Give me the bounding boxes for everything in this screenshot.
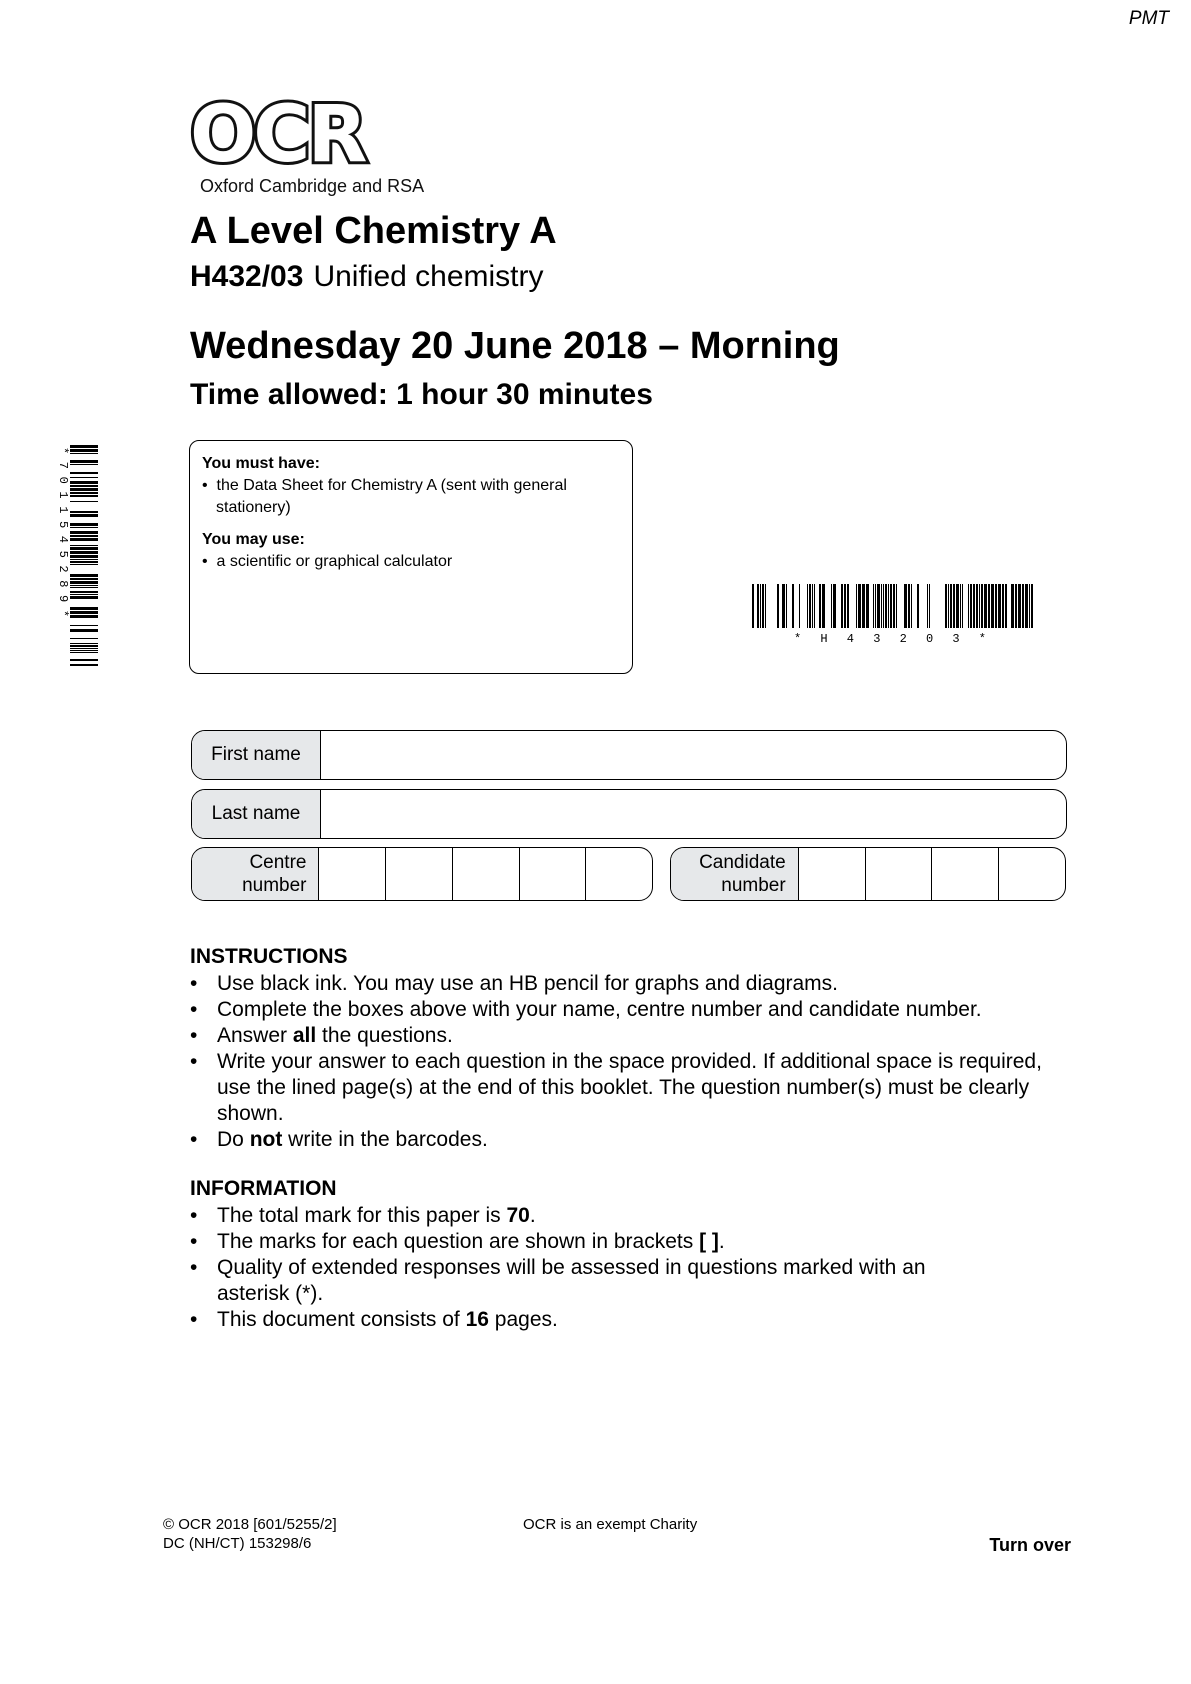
barcode-bar xyxy=(911,584,912,628)
barcode-bar xyxy=(956,584,959,628)
information-text: The total mark for this paper is xyxy=(217,1204,507,1227)
barcode-bar xyxy=(70,611,98,614)
exam-title: A Level Chemistry A xyxy=(190,210,557,252)
barcode-bar xyxy=(70,477,98,478)
instruction-text: Do xyxy=(217,1128,250,1151)
barcode-bar xyxy=(70,648,98,649)
barcode-bar xyxy=(70,591,98,593)
barcode-bar xyxy=(70,559,98,560)
candidate-number-row xyxy=(670,847,1066,901)
barcode-bar xyxy=(70,561,98,563)
barcode-bar xyxy=(1022,584,1024,628)
barcode-bar xyxy=(819,584,821,628)
barcode-bar xyxy=(70,464,98,465)
barcode-bar xyxy=(1005,584,1007,628)
ocr-logo-subtitle: Oxford Cambridge and RSA xyxy=(200,176,425,196)
barcode-bar xyxy=(866,584,869,628)
first-name-field[interactable] xyxy=(321,731,1066,779)
information-emphasis: 70 xyxy=(506,1204,530,1227)
centre-number-digit[interactable] xyxy=(453,848,520,900)
barcode-bar xyxy=(948,584,949,628)
information-text: The marks for each question are shown in brackets xyxy=(217,1230,700,1253)
barcode-bar xyxy=(799,584,800,628)
barcode-bar xyxy=(70,511,98,513)
barcode-bar xyxy=(981,584,983,628)
vertical-barcode xyxy=(52,445,98,667)
barcode-bar xyxy=(765,584,766,628)
barcode-bar xyxy=(70,527,98,528)
candidate-number-digit[interactable] xyxy=(866,848,933,900)
barcode-bar xyxy=(70,643,98,644)
centre-number-digit[interactable] xyxy=(386,848,453,900)
information-item xyxy=(190,1229,960,1255)
instruction-item: • Write your answer to each question in the space provided. If additional space is required, use the lined page(s) at the end of this booklet. The question number(s) must be clearly shown. xyxy=(190,1049,1070,1127)
barcode-bar xyxy=(70,472,98,474)
barcode-bar xyxy=(883,584,884,628)
must-have-heading: You must have: xyxy=(202,455,320,472)
barcode-bar xyxy=(950,584,952,628)
barcode-bar xyxy=(752,584,754,628)
ocr-wordmark: OCR xyxy=(190,90,365,180)
barcode-bar xyxy=(70,581,98,584)
barcode-bar xyxy=(70,594,98,595)
candidate-number-label xyxy=(671,848,799,900)
barcode-bar xyxy=(70,555,98,558)
barcode-bar xyxy=(70,488,98,491)
barcode-bar xyxy=(1015,584,1017,628)
information-list xyxy=(190,1203,960,1333)
barcode-bar xyxy=(70,615,98,618)
barcode-bar xyxy=(877,584,880,628)
candidate-label-line2: number xyxy=(721,875,786,896)
information-heading: INFORMATION xyxy=(190,1177,337,1200)
barcode-bar xyxy=(927,584,928,628)
barcode-bar xyxy=(1002,584,1004,628)
barcode-bar xyxy=(862,584,865,628)
barcode-bar xyxy=(875,584,876,628)
last-name-field[interactable] xyxy=(321,790,1066,838)
must-have-item: • the Data Sheet for Chemistry A (sent with general stationery) xyxy=(202,477,567,516)
centre-number-digit[interactable] xyxy=(586,848,652,900)
barcode-bar xyxy=(70,625,98,626)
barcode-bar xyxy=(760,584,761,628)
information-item xyxy=(190,1203,960,1229)
barcode-bar xyxy=(757,584,759,628)
barcode-bar xyxy=(70,545,98,546)
equipment-box xyxy=(189,440,633,674)
copyright-text: © OCR 2018 [601/5255/2] xyxy=(163,1516,337,1533)
barcode-bar xyxy=(984,584,987,628)
instruction-emphasis: all xyxy=(292,1024,317,1047)
barcode-bar xyxy=(70,449,98,452)
barcode-bar xyxy=(70,652,98,653)
barcode-bar xyxy=(782,584,785,628)
barcode-bar xyxy=(70,574,98,577)
barcode-bar xyxy=(979,584,980,628)
information-text: This document consists of xyxy=(217,1308,466,1331)
barcode-bar xyxy=(945,584,947,628)
barcode-bar xyxy=(70,596,98,599)
barcode-bar xyxy=(777,584,779,628)
first-name-row xyxy=(191,730,1067,780)
barcode-bar xyxy=(917,584,919,628)
instructions-heading: INSTRUCTIONS xyxy=(190,945,348,968)
barcode-bar xyxy=(822,584,825,628)
barcode-bar xyxy=(896,584,897,628)
barcode-bar xyxy=(70,638,98,639)
barcode-bar xyxy=(70,551,98,554)
candidate-number-digit[interactable] xyxy=(932,848,999,900)
barcode-bar xyxy=(792,584,794,628)
instruction-emphasis: not xyxy=(249,1128,283,1151)
centre-number-digit[interactable] xyxy=(520,848,587,900)
first-name-label: First name xyxy=(192,731,321,779)
barcode-bar xyxy=(973,584,975,628)
barcode-bar xyxy=(968,584,969,628)
instruction-item: • Use black ink. You may use an HB pencil for graphs and diagrams. xyxy=(190,971,1070,997)
barcode-bar xyxy=(70,547,98,550)
barcode-bar xyxy=(70,538,98,541)
centre-label-line2: number xyxy=(242,875,307,896)
barcode-bar xyxy=(807,584,808,628)
barcode-bar xyxy=(833,584,836,628)
barcode-bar xyxy=(885,584,887,628)
barcode-bar xyxy=(995,584,997,628)
barcode-bar xyxy=(953,584,955,628)
barcode-bar xyxy=(888,584,889,628)
barcode-bar xyxy=(1029,584,1030,628)
barcode-bar xyxy=(988,584,990,628)
barcode-bar xyxy=(70,460,98,463)
barcode-bar xyxy=(1031,584,1033,628)
barcode-bar xyxy=(70,564,98,565)
instruction-text: write in the barcodes. xyxy=(282,1128,488,1151)
barcode-bar xyxy=(762,584,764,628)
last-name-label: Last name xyxy=(192,790,321,838)
information-emphasis: [ ] xyxy=(699,1230,719,1253)
horizontal-barcode xyxy=(752,584,1034,644)
barcode-bar xyxy=(991,584,994,628)
barcode-bar xyxy=(70,514,98,517)
candidate-label-line1: Candidate xyxy=(699,852,786,873)
barcode-bar xyxy=(70,453,98,454)
barcode-bar xyxy=(70,629,98,632)
barcode-bar xyxy=(841,584,843,628)
barcode-bar xyxy=(890,584,892,628)
barcode-bar xyxy=(976,584,978,628)
barcode-bar xyxy=(858,584,861,628)
barcode-bar xyxy=(70,523,98,526)
barcode-bar xyxy=(70,607,98,610)
paper-code: H432/03 xyxy=(190,260,304,293)
information-item xyxy=(190,1307,960,1333)
footer-left xyxy=(163,1515,337,1553)
barcode-bar xyxy=(70,481,98,484)
barcode-bar xyxy=(70,659,98,661)
information-text: . xyxy=(529,1204,536,1227)
pmt-watermark: PMT xyxy=(1128,8,1169,29)
exam-date: Wednesday 20 June 2018 – Morning xyxy=(190,325,840,367)
barcode-bar xyxy=(1011,584,1014,628)
time-allowed: Time allowed: 1 hour 30 minutes xyxy=(190,378,653,411)
centre-number-label xyxy=(192,848,319,900)
barcode-bar xyxy=(847,584,849,628)
barcode-bar xyxy=(70,445,98,448)
instruction-item xyxy=(190,1127,1070,1153)
barcode-bar xyxy=(70,501,98,502)
barcode-bar xyxy=(70,485,98,487)
centre-label-line1: Centre xyxy=(249,852,307,873)
instructions-list xyxy=(190,971,1070,1153)
barcode-bar xyxy=(908,584,910,628)
barcode-bar xyxy=(812,584,813,628)
barcode-bar xyxy=(786,584,787,628)
barcode-bar xyxy=(70,578,98,580)
barcode-bar xyxy=(809,584,811,628)
barcode-bar xyxy=(70,531,98,534)
barcode-bar xyxy=(70,585,98,586)
barcode-bar xyxy=(962,584,963,628)
charity-text: OCR is an exempt Charity xyxy=(523,1516,698,1533)
may-use-item-text: a scientific or graphical calculator xyxy=(216,553,453,570)
information-emphasis: 16 xyxy=(465,1308,489,1331)
barcode-bar xyxy=(904,584,907,628)
information-text: pages. xyxy=(488,1308,558,1331)
instruction-item: • Complete the boxes above with your name, centre number and candidate number. xyxy=(190,997,1070,1023)
barcode-bar xyxy=(70,664,98,666)
candidate-number-digit[interactable] xyxy=(799,848,866,900)
barcode-bar xyxy=(998,584,1001,628)
instruction-item xyxy=(190,1023,1070,1049)
last-name-row xyxy=(191,789,1067,839)
must-have-item-text: the Data Sheet for Chemistry A (sent with general stationery) xyxy=(216,477,567,516)
may-use-item: • a scientific or graphical calculator xyxy=(202,553,453,570)
barcode-bar xyxy=(70,587,98,588)
information-item: • Quality of extended responses will be assessed in questions marked with an asterisk (*). xyxy=(190,1255,960,1307)
instruction-text: Answer xyxy=(217,1024,293,1047)
paper-name: Unified chemistry xyxy=(313,260,544,293)
horizontal-barcode-text: * H 4 3 2 0 3 * xyxy=(793,632,993,644)
candidate-number-digit[interactable] xyxy=(999,848,1065,900)
centre-number-digit[interactable] xyxy=(319,848,386,900)
barcode-bar xyxy=(856,584,857,628)
vertical-barcode-bars xyxy=(70,445,98,666)
barcode-bar xyxy=(70,650,98,651)
barcode-bar xyxy=(70,535,98,537)
barcode-bar xyxy=(814,584,815,628)
barcode-bar xyxy=(844,584,846,628)
barcode-bar xyxy=(893,584,895,628)
instruction-text: the questions. xyxy=(316,1024,453,1047)
barcode-bar xyxy=(1018,584,1021,628)
turn-over: Turn over xyxy=(989,1535,1071,1555)
barcode-bar xyxy=(70,645,98,647)
barcode-bar xyxy=(873,584,874,628)
vertical-barcode-text: *7011545289* xyxy=(56,447,70,625)
barcode-bar xyxy=(960,584,961,628)
barcode-bar xyxy=(970,584,972,628)
information-text: . xyxy=(718,1230,725,1253)
paper-code-line xyxy=(190,260,544,294)
barcode-bar xyxy=(70,495,98,497)
barcode-bar xyxy=(881,584,882,628)
barcode-bar xyxy=(70,492,98,494)
barcode-bar xyxy=(1025,584,1028,628)
dc-code: DC (NH/CT) 153298/6 xyxy=(163,1535,312,1552)
barcode-bar xyxy=(831,584,832,628)
may-use-heading: You may use: xyxy=(202,531,305,548)
barcode-bar xyxy=(929,584,930,628)
ocr-logo xyxy=(190,90,425,197)
horizontal-barcode-bars xyxy=(752,584,1033,628)
centre-number-row xyxy=(191,847,653,901)
